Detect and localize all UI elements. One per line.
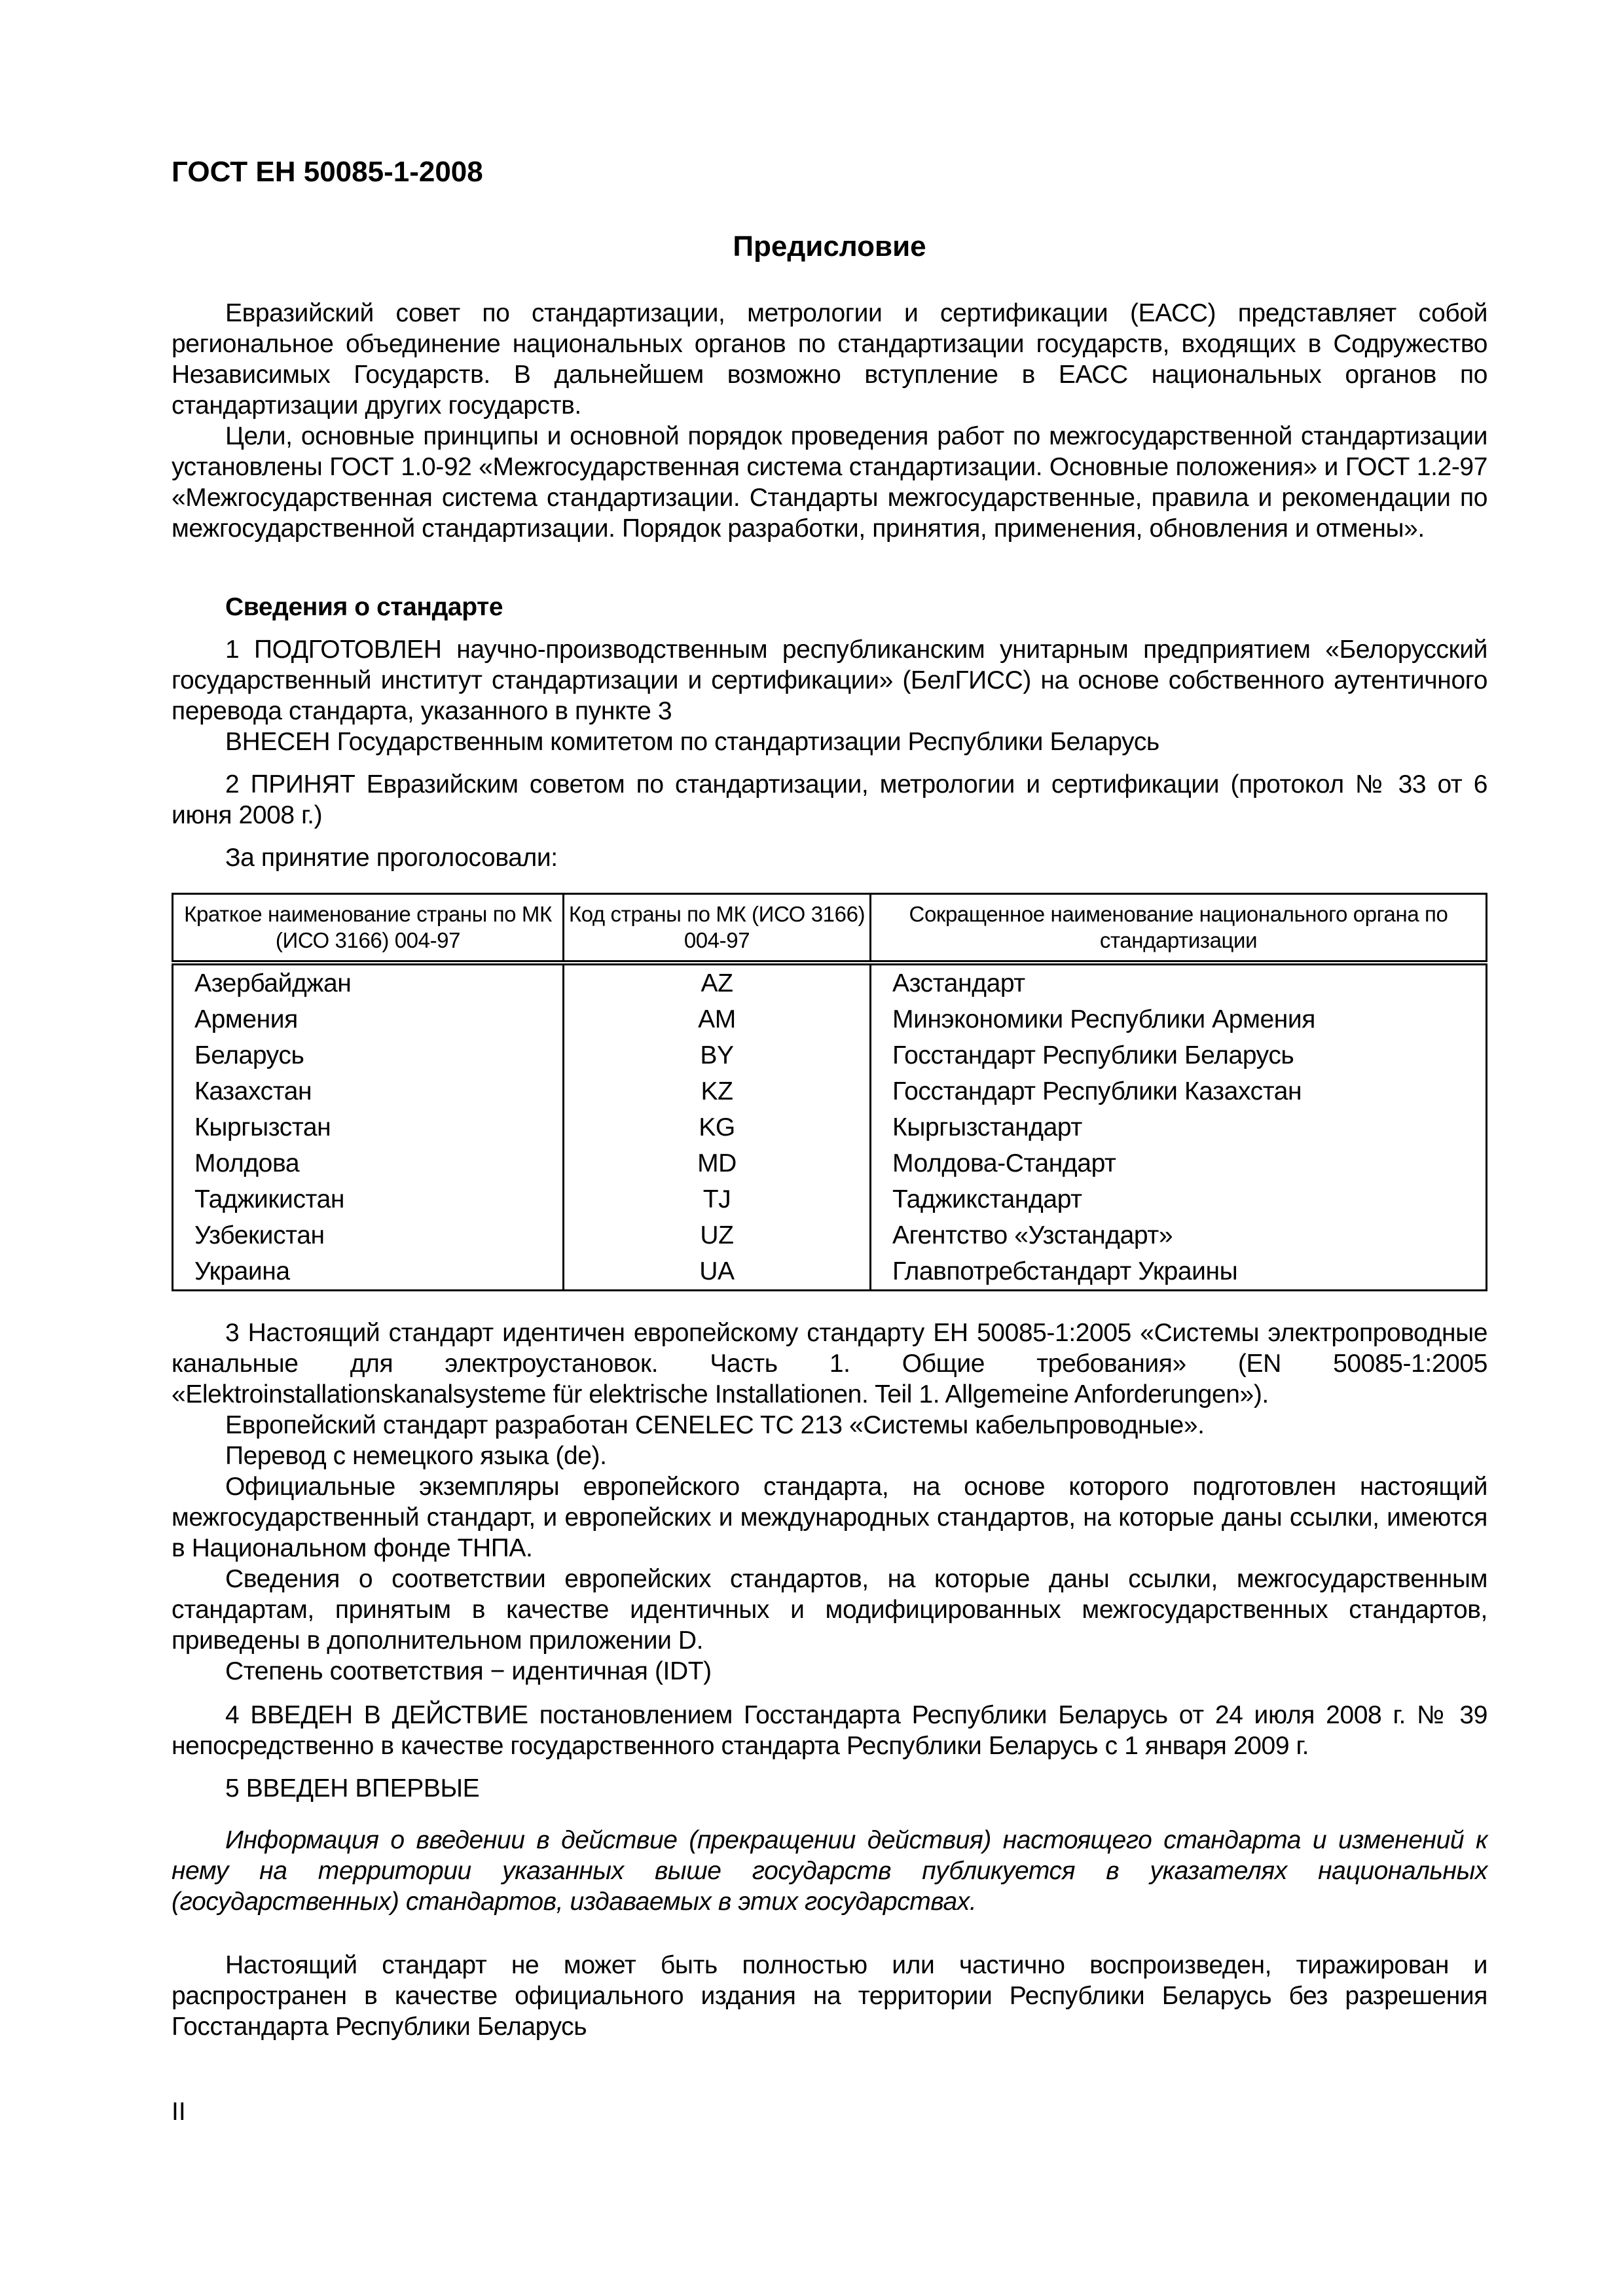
column-header: Краткое наименование страны по МК (ИСО 3166) 004-97 xyxy=(173,894,564,963)
item-3-paragraph: Европейский стандарт разработан CENELEC TC 213 «Системы кабельпроводные». xyxy=(225,1411,1205,1439)
country-code: AZ xyxy=(564,963,871,1001)
standards-body: Молдова-Стандарт xyxy=(871,1145,1487,1181)
column-header: Код страны по МК (ИСО 3166) 004-97 xyxy=(564,894,871,963)
table-row xyxy=(173,1001,1487,1037)
item-4-text: постановлением Госстандарта Республики Беларусь от 24 июля 2008 г. № 39 непосредственно в качестве государственного стандарта Республики Беларусь с 1 января 2009 г. xyxy=(172,1701,1487,1760)
item-1-submitted xyxy=(172,726,1487,757)
country-name: Беларусь xyxy=(173,1037,564,1073)
country-code: BY xyxy=(564,1037,871,1073)
intro-paragraph: Цели, основные принципы и основной порядок проведения работ по межгосударственной стандартизации установлены ГОСТ 1.0-92 «Межгосударственная система стандартизации. Основные положения» и ГОСТ 1.2-97 «Межгосударственная система стандартизации. Стандарты межгосударственные, правила и рекомендации по межгосударственной стандартизации. Порядок разработки, принятия, применения, обновления и отмены». xyxy=(172,422,1487,543)
country-name: Казахстан xyxy=(173,1073,564,1109)
item-1-text: научно-производственным республиканским унитарным предприятием «Белорусский государственный институт стандартизации и сертификации» (БелГИСС) на основе собственного аутентичного перевода стандарта, указанного в пункте 3 xyxy=(172,636,1487,725)
standards-body: Азстандарт xyxy=(871,963,1487,1001)
table-row xyxy=(173,1109,1487,1145)
table-row xyxy=(173,1145,1487,1181)
standards-body: Агентство «Узстандарт» xyxy=(871,1217,1487,1253)
country-name: Украина xyxy=(173,1253,564,1291)
standards-body: Минэкономики Республики Армения xyxy=(871,1001,1487,1037)
standards-body: Главпотребстандарт Украины xyxy=(871,1253,1487,1291)
country-code: UZ xyxy=(564,1217,871,1253)
country-name: Азербайджан xyxy=(173,963,564,1001)
item-2-lead: 2 ПРИНЯТ xyxy=(225,770,356,798)
table-row xyxy=(173,1037,1487,1073)
standards-body: Госстандарт Республики Казахстан xyxy=(871,1073,1487,1109)
item-3-paragraph: Перевод с немецкого языка (de). xyxy=(225,1442,607,1470)
standards-body: Госстандарт Республики Беларусь xyxy=(871,1037,1487,1073)
item-2-text: Евразийским советом по стандартизации, метрологии и сертификации (протокол № 33 от 6 июня 2008 г.) xyxy=(172,770,1487,829)
standards-body: Таджикстандарт xyxy=(871,1181,1487,1217)
country-name: Армения xyxy=(173,1001,564,1037)
intro-paragraph: Евразийский совет по стандартизации, метрологии и сертификации (ЕАСС) представляет собой региональное объединение национальных органов по стандартизации государств, входящих в Содружество Независимых Государств. В дальнейшем возможно вступление в ЕАСС национальных органов по стандартизации других государств. xyxy=(172,299,1487,420)
table-row xyxy=(173,1217,1487,1253)
country-name: Таджикистан xyxy=(173,1181,564,1217)
section-heading: Сведения о стандарте xyxy=(225,593,503,621)
item-3-section xyxy=(172,1318,1487,1687)
item-3-paragraph: Сведения о соответствии европейских стандартов, на которые даны ссылки, межгосударственным стандартам, принятым в качестве идентичных и модифицированных межгосударственных стандартов, приведены в дополнительном приложении D. xyxy=(172,1565,1487,1655)
document-number: ГОСТ ЕН 50085-1-2008 xyxy=(172,156,483,188)
table-row xyxy=(173,1181,1487,1217)
country-name: Узбекистан xyxy=(173,1217,564,1253)
page-number: II xyxy=(172,2098,186,2126)
country-name: Кыргызстан xyxy=(173,1109,564,1145)
item-4 xyxy=(172,1700,1487,1761)
copyright-notice: Настоящий стандарт не может быть полностью или частично воспроизведен, тиражирован и распространен в качестве официального издания на территории Республики Беларусь без разрешения Госстандарта Республики Беларусь xyxy=(172,1951,1487,2041)
country-code: KZ xyxy=(564,1073,871,1109)
item-5: 5 ВВЕДЕН ВПЕРВЫЕ xyxy=(225,1774,480,1803)
voted-label: За принятие проголосовали: xyxy=(225,844,558,872)
item-4-section xyxy=(172,1700,1487,2042)
table-row xyxy=(173,1073,1487,1109)
item-3-paragraph: 3 Настоящий стандарт идентичен европейскому стандарту ЕН 50085-1:2005 «Системы электропроводные канальные для электроустановок. Часть 1. Общие требования» (EN 50085-1:2005 «Elektroinstallationskanalsysteme für elektrische Installationen. Teil 1. Allgemeine Anforderungen»). xyxy=(172,1319,1487,1408)
table-row xyxy=(173,963,1487,1001)
country-code: AM xyxy=(564,1001,871,1037)
submitted-lead: ВНЕСЕН xyxy=(225,728,331,756)
submitted-text: Государственным комитетом по стандартизации Республики Беларусь xyxy=(330,728,1159,756)
standard-info-section xyxy=(172,592,1487,873)
country-code: MD xyxy=(564,1145,871,1181)
country-code: KG xyxy=(564,1109,871,1145)
item-1 xyxy=(172,634,1487,726)
item-1-lead: 1 ПОДГОТОВЛЕН xyxy=(225,636,442,664)
country-code: UA xyxy=(564,1253,871,1291)
item-2 xyxy=(172,769,1487,831)
column-header: Сокращенное наименование национального органа по стандартизации xyxy=(871,894,1487,963)
item-3-paragraph: Официальные экземпляры европейского стандарта, на основе которого подготовлен настоящий межгосударственный стандарт, и европейских и международных стандартов, на которые даны ссылки, имеются в Национальном фонде ТНПА. xyxy=(172,1473,1487,1562)
item-4-lead: 4 ВВЕДЕН В ДЕЙСТВИЕ xyxy=(225,1701,528,1729)
country-code: TJ xyxy=(564,1181,871,1217)
page-title: Предисловие xyxy=(733,230,926,262)
intro-section xyxy=(172,298,1487,544)
item-3-paragraph: Степень соответствия − идентичная (IDT) xyxy=(225,1657,712,1685)
country-name: Молдова xyxy=(173,1145,564,1181)
notice-italic: Информация о введении в действие (прекращении действия) настоящего стандарта и изменений к нему на территории указанных выше государств публикуется в указателях национальных (государственных) стандартов, издаваемых в этих государствах. xyxy=(172,1826,1487,1916)
standards-body: Кыргызстандарт xyxy=(871,1109,1487,1145)
table-row xyxy=(173,1253,1487,1291)
voting-table xyxy=(172,893,1487,1291)
